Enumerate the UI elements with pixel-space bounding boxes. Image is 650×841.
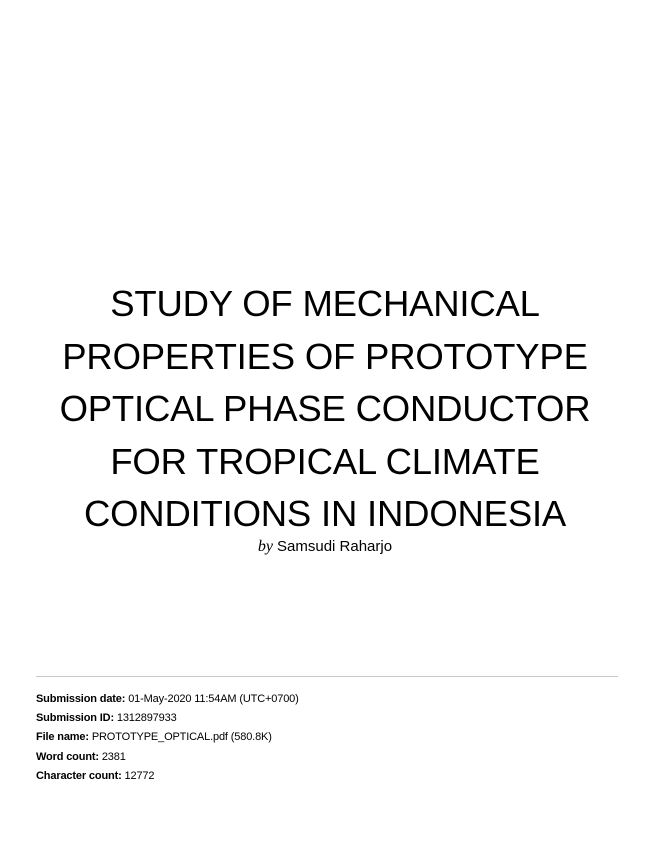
word-count-label: Word count: <box>36 750 99 763</box>
character-count-label: Character count: <box>36 769 122 782</box>
submission-id-row <box>36 709 299 728</box>
author-name: Samsudi Raharjo <box>277 538 393 555</box>
title-line: STUDY OF MECHANICAL <box>110 283 540 324</box>
byline-prefix: by <box>257 538 274 555</box>
character-count-row <box>36 767 299 786</box>
file-name-value: PROTOTYPE_OPTICAL.pdf (580.8K) <box>91 731 272 744</box>
file-name-label: File name: <box>36 731 89 744</box>
submission-date-row <box>36 690 299 709</box>
file-name-row <box>36 728 299 747</box>
word-count-row <box>36 748 299 767</box>
submission-id-label: Submission ID: <box>36 712 114 725</box>
word-count-value: 2381 <box>101 750 126 763</box>
byline <box>0 538 650 556</box>
submission-id-value: 1312897933 <box>116 712 177 725</box>
document-title <box>0 278 650 541</box>
title-line: PROPERTIES OF PROTOTYPE <box>62 335 588 377</box>
character-count-value: 12772 <box>124 769 155 782</box>
divider <box>36 676 618 677</box>
submission-date-label: Submission date: <box>36 693 126 705</box>
submission-details <box>36 690 299 786</box>
title-line: OPTICAL PHASE CONDUCTOR <box>59 388 591 429</box>
title-line: CONDITIONS IN INDONESIA <box>83 493 567 534</box>
title-line: FOR TROPICAL CLIMATE <box>110 440 540 482</box>
submission-date-value: 01-May-2020 11:54AM (UTC+0700) <box>128 693 299 705</box>
